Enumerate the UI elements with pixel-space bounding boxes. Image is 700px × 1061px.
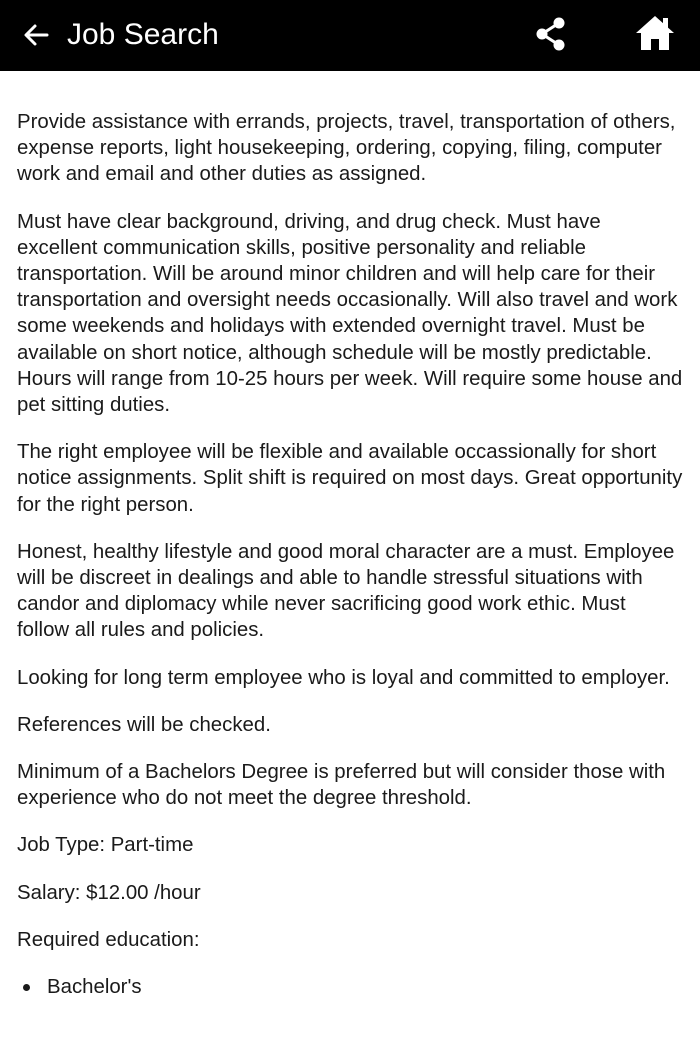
- list-item: [17, 974, 683, 1000]
- home-icon: [634, 13, 676, 53]
- salary: Salary: $12.00 /hour: [17, 881, 201, 904]
- bullet-icon: [23, 984, 30, 991]
- arrow-left-icon: [20, 20, 52, 50]
- description-paragraph: Minimum of a Bachelors Degree is preferred but will consider those with experience who do not meet the degree threshold.: [17, 761, 666, 810]
- education-list: [17, 974, 683, 1000]
- education-item-label: Bachelor's: [47, 976, 142, 999]
- back-button[interactable]: [20, 20, 52, 50]
- description-paragraph: Honest, healthy lifestyle and good moral character are a must. Employee will be discreet in dealings and able to handle stressful situations with candor and diplomacy while never sacrificing good work ethic. Must follow all rules and policies.: [17, 540, 675, 642]
- home-button[interactable]: [634, 13, 676, 53]
- job-description: [17, 109, 683, 1000]
- app-bar: [0, 0, 700, 71]
- share-icon: [532, 15, 570, 53]
- education-heading: Required education:: [17, 928, 200, 951]
- job-type: Job Type: Part-time: [17, 834, 194, 857]
- description-paragraph: References will be checked.: [17, 713, 271, 736]
- description-paragraph: Looking for long term employee who is loyal and committed to employer.: [17, 666, 670, 689]
- description-paragraph: Provide assistance with errands, projects, travel, transportation of others, expense reports, light housekeeping, ordering, copying, filing, computer work and email and other duties as assigned.: [17, 111, 676, 186]
- description-paragraph: Must have clear background, driving, and drug check. Must have excellent communication skills, positive personality and reliable transportation. Will be around minor children and will help care for their transportation and oversight needs occasionally. Will also travel and work some weekends and holidays with extended overnight travel. Must be available on short notice, although schedule will be mostly predictable. Hours will range from 10-25 hours per week. Will require some house and pet sitting duties.: [17, 210, 683, 417]
- page-title: Job Search: [67, 18, 219, 51]
- share-button[interactable]: [532, 15, 570, 53]
- description-paragraph: The right employee will be flexible and available occassionally for short notice assignments. Split shift is required on most days. Great opportunity for the right person.: [17, 441, 683, 516]
